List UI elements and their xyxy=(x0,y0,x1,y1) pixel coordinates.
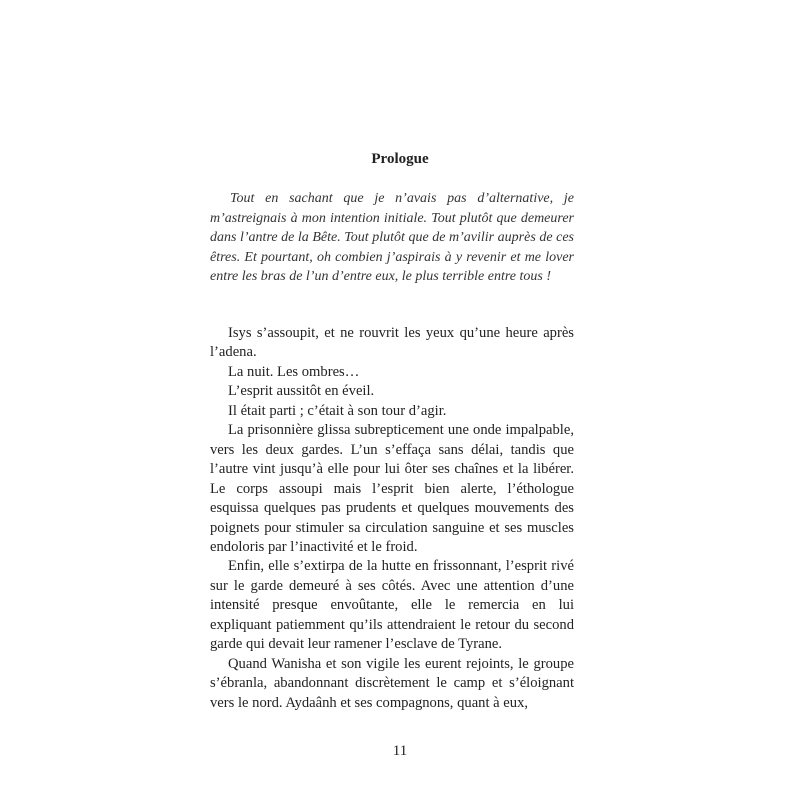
paragraph: La prisonnière glissa subrepticement une onde impalpable, vers les deux gardes. L’un s’effaça sans délai, tandis que l’autre vint jusqu’à elle pour lui ôter ses chaînes et la libérer. Le corps assoupi mais l’esprit bien alerte, l’éthologue esquissa quelques pas prudents et quelques mouvements des poignets pour stimuler sa circulation sanguine et ses muscles endoloris par l’inactivité et le froid. xyxy=(210,422,574,555)
paragraph: La nuit. Les ombres… xyxy=(228,363,360,380)
epigraph: Tout en sachant que je n’avais pas d’alternative, je m’astreignais à mon intention initiale. Tout plutôt que demeurer dans l’antre de la Bête. Tout plutôt que de m’avilir auprès de ces êtres. Et pourtant, oh combien j’aspirais à y revenir et me lover entre les bras de l’un d’entre eux, le plus terrible entre tous ! xyxy=(210,191,574,284)
paragraph: Quand Wanisha et son vigile les eurent rejoints, le groupe s’ébranla, abandonnant discrètement le camp et s’éloignant vers le nord. Aydaânh et ses compagnons, quant à eux, xyxy=(210,655,574,711)
paragraph: Isys s’assoupit, et ne rouvrit les yeux qu’une heure après l’adena. xyxy=(210,325,574,361)
paragraph: Il était parti ; c’était à son tour d’agir. xyxy=(228,402,447,419)
paragraph: L’esprit aussitôt en éveil. xyxy=(228,383,375,400)
chapter-title: Prologue xyxy=(371,151,429,167)
paragraph: Enfin, elle s’extirpa de la hutte en frissonnant, l’esprit rivé sur le garde demeuré à ses côtés. Avec une attention d’une intensité presque envoûtante, elle le remercia en lui expliquant patiemment qu’ils attendraient le retour du second garde qui devait leur ramener l’esclave de Tyrane. xyxy=(210,558,574,653)
body-text xyxy=(210,324,574,713)
page-number: 11 xyxy=(392,743,408,759)
